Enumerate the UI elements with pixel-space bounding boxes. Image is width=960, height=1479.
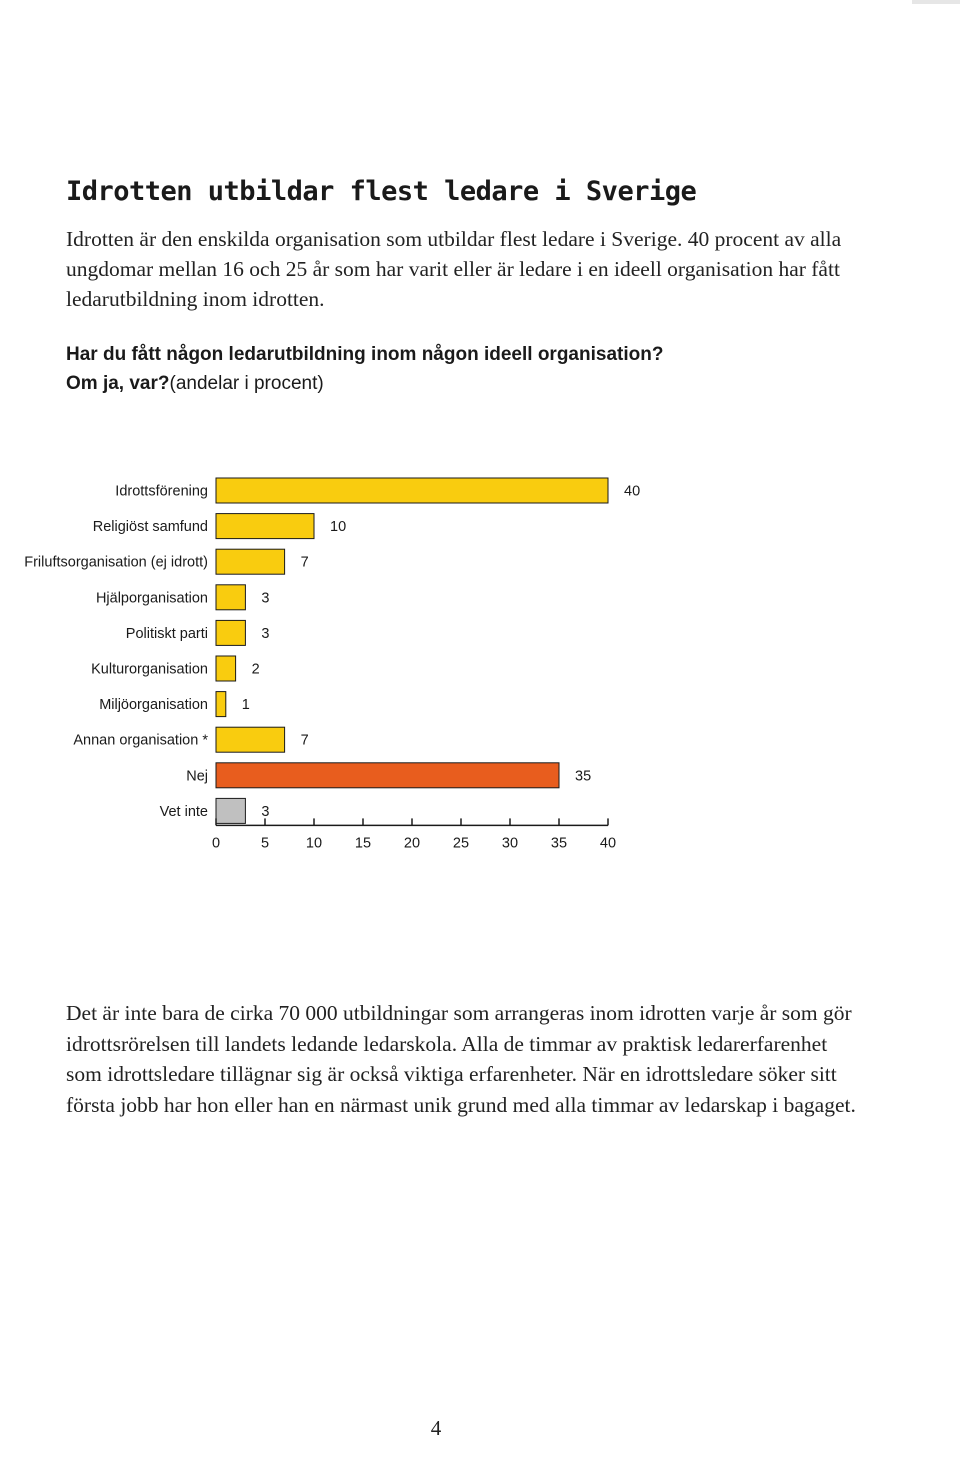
x-tick-label: 35 bbox=[550, 835, 568, 852]
data-label: 35 bbox=[575, 768, 592, 785]
body-paragraph: Det är inte bara de cirka 70 000 utbildningar som arrangeras inom idrotten varje år som gör idrottsrörelsen till landets ledande ledarskola. Alla de timmar av praktisk ledarerfarenhet som idrottsledare tillägnar sig är också viktiga erfarenheter. När en idrottsledare söker sitt första jobb har hon eller han en närmast unik grund med alla timmar av ledarskap i bagaget. bbox=[66, 1001, 856, 1117]
bar bbox=[216, 798, 245, 823]
question-line-2-bold: Om ja, var? bbox=[66, 373, 170, 394]
bar bbox=[216, 620, 245, 645]
data-label: 2 bbox=[251, 661, 260, 678]
bar bbox=[216, 763, 559, 788]
category-label: Politiskt parti bbox=[125, 625, 208, 642]
bar bbox=[216, 692, 226, 717]
x-tick-label: 0 bbox=[211, 835, 221, 852]
data-label: 10 bbox=[330, 519, 347, 536]
data-label: 40 bbox=[624, 483, 641, 500]
category-label: Idrottsförening bbox=[115, 483, 208, 500]
x-tick-label: 5 bbox=[260, 835, 270, 852]
data-label: 7 bbox=[300, 554, 309, 571]
chart-question bbox=[66, 340, 886, 398]
bar bbox=[216, 656, 236, 681]
page-number: 4 bbox=[430, 1416, 442, 1440]
category-label: Miljöorganisation bbox=[99, 697, 208, 714]
category-label: Vet inte bbox=[159, 803, 208, 820]
question-line-1: Har du fått någon ledarutbildning inom någon ideell organisation? bbox=[66, 344, 664, 365]
category-label: Annan organisation * bbox=[73, 732, 208, 749]
data-label: 3 bbox=[261, 803, 270, 820]
x-tick-label: 25 bbox=[452, 835, 470, 852]
x-tick-label: 30 bbox=[501, 835, 519, 852]
page-heading: Idrotten utbildar flest ledare i Sverige bbox=[66, 176, 697, 207]
category-label: Kulturorganisation bbox=[91, 661, 208, 678]
x-tick-label: 15 bbox=[354, 835, 372, 852]
category-label: Hjälporganisation bbox=[95, 590, 208, 607]
x-tick-label: 20 bbox=[403, 835, 421, 852]
data-label: 3 bbox=[261, 590, 270, 607]
x-tick-label: 10 bbox=[305, 835, 323, 852]
bar bbox=[216, 514, 314, 539]
corner-mark bbox=[912, 0, 960, 4]
data-label: 7 bbox=[300, 732, 309, 749]
category-label: Nej bbox=[186, 768, 208, 785]
question-line-2-rest: (andelar i procent) bbox=[169, 373, 324, 394]
bar bbox=[216, 478, 608, 503]
category-label: Religiöst samfund bbox=[92, 519, 208, 536]
data-label: 1 bbox=[241, 697, 250, 714]
intro-paragraph: Idrotten är den enskilda organisation som utbildar flest ledare i Sverige. 40 procent av alla ungdomar mellan 16 och 25 år som har varit eller är ledare i en ideell organisation har fått ledarutbildning inom idrotten. bbox=[66, 227, 842, 311]
bar bbox=[216, 727, 285, 752]
bar-chart bbox=[0, 460, 700, 860]
bar bbox=[216, 585, 245, 610]
data-label: 3 bbox=[261, 625, 270, 642]
bar bbox=[216, 549, 285, 574]
category-label: Friluftsorganisation (ej idrott) bbox=[24, 554, 208, 571]
x-tick-label: 40 bbox=[599, 835, 617, 852]
